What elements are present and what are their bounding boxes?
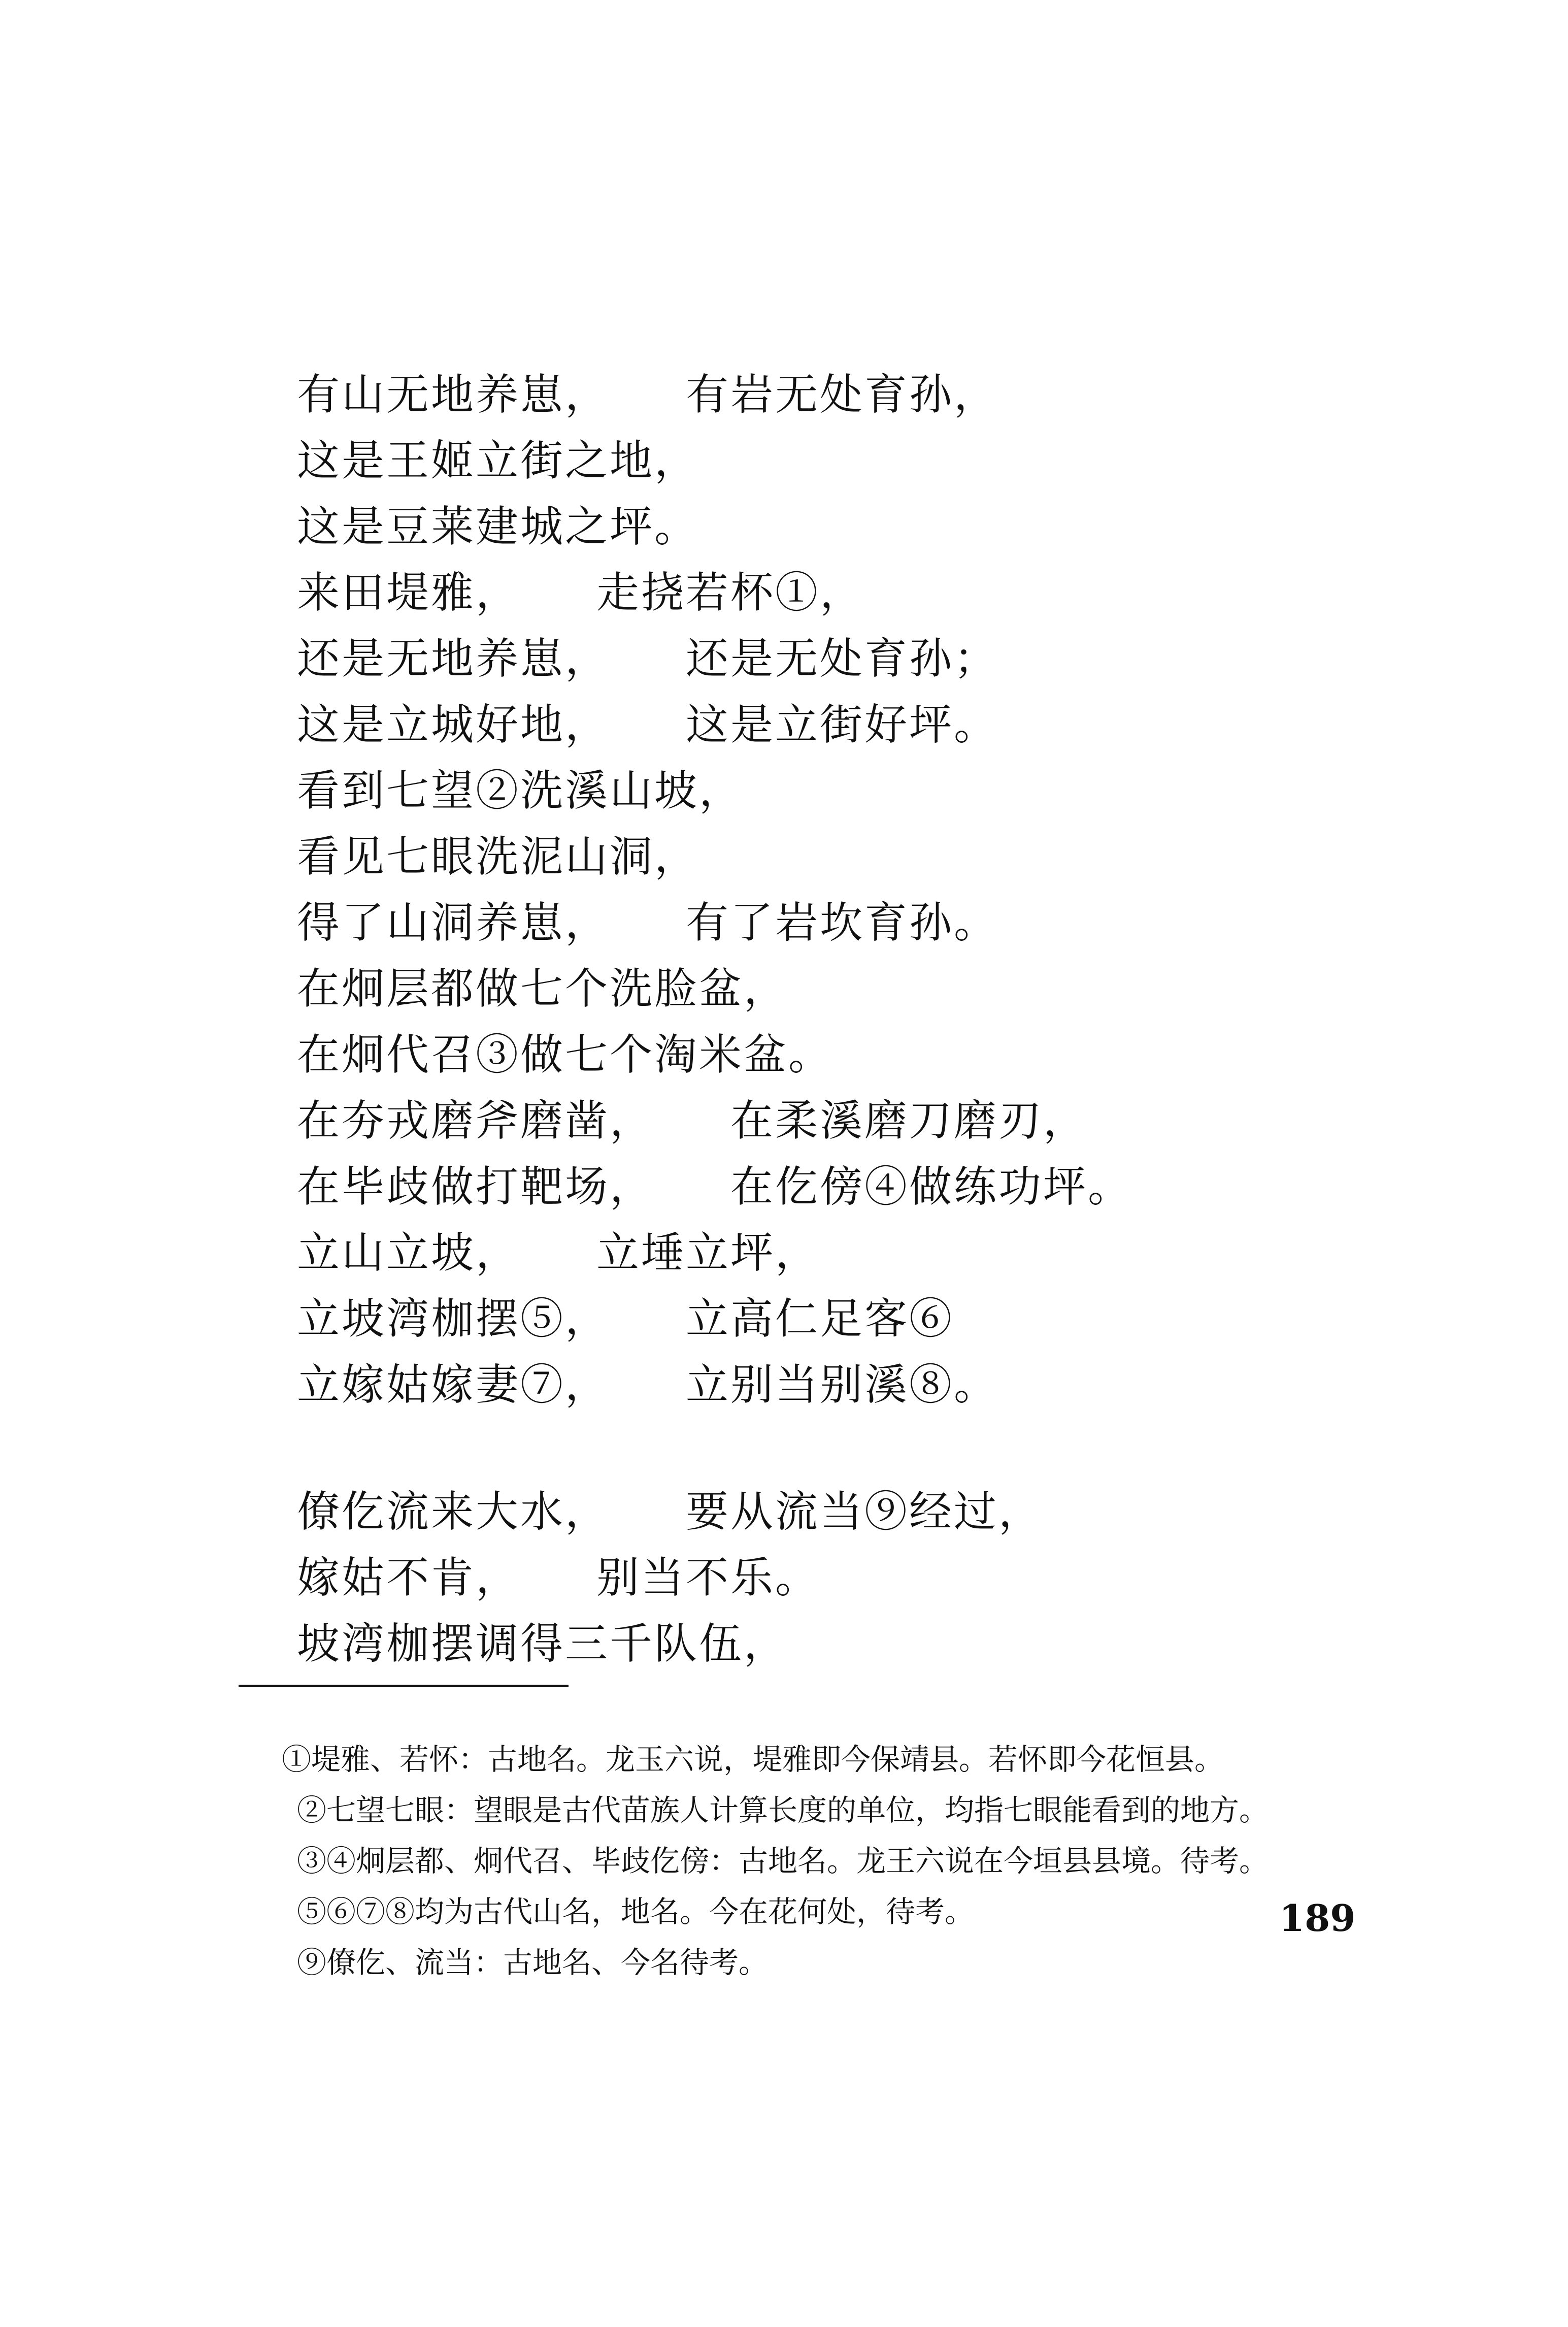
line-second-half: 立别当别溪⑧。 (686, 1360, 999, 1410)
poem-line (297, 362, 1312, 428)
line-second-half: 有岩无处育孙， (686, 370, 999, 419)
line-second-half: 有了岩坎育孙。 (686, 898, 999, 947)
line-second-half: 在仡傍④做练功坪。 (730, 1162, 1133, 1211)
line-first-half: 立坡湾枷摆⑤， (297, 1294, 610, 1343)
line-second-half: 要从流当⑨经过， (686, 1487, 1044, 1536)
line-first-half: 在夯戎磨斧磨凿， (297, 1096, 655, 1145)
line-first-half: 还是无地养崽， (297, 634, 610, 683)
line-first-half: 嫁姑不肯， (297, 1553, 521, 1602)
line-first-half: 僚仡流来大水， (297, 1487, 610, 1536)
line-first-half: 来田堤雅， (297, 568, 521, 617)
poem-body (297, 362, 1312, 1677)
poem-line (297, 560, 1312, 626)
poem-line (297, 428, 1312, 494)
line-first-half: 在毕歧做打靶场， (297, 1162, 655, 1211)
poem-line (297, 1545, 1312, 1611)
poem-line (297, 1286, 1312, 1352)
line-second-half: 走挠若杯①， (596, 568, 865, 617)
stanza-2 (297, 1479, 1312, 1677)
poem-line (297, 1611, 1312, 1677)
line-first-half: 这是立城好地， (297, 700, 610, 749)
poem-line (297, 1022, 1312, 1088)
footnote: ⑤⑥⑦⑧均为古代山名，地名。今在花何处，待考。 (297, 1894, 975, 1929)
line-second-half: 还是无处育孙； (686, 634, 999, 683)
poem-line (297, 1088, 1312, 1154)
stanza-gap (297, 1418, 1312, 1479)
poem-line (297, 758, 1312, 824)
poem-line (297, 1220, 1312, 1286)
footnote: ⑨僚仡、流当：古地名、今名待考。 (297, 1945, 769, 1980)
line-first-half: 看见七眼洗泥山洞， (297, 832, 699, 881)
poem-line (297, 692, 1312, 758)
line-first-half: 得了山洞养崽， (297, 898, 610, 947)
line-first-half: 在炯代召③做七个淘米盆。 (297, 1030, 833, 1079)
line-second-half: 立高仁足客⑥ (686, 1294, 954, 1343)
footnote: ②七望七眼：望眼是古代苗族人计算长度的单位，均指七眼能看到的地方。 (297, 1793, 1269, 1827)
poem-line (297, 1154, 1312, 1220)
footnote: ①堤雅、若怀：古地名。龙玉六说，堤雅即今保靖县。若怀即今花恒县。 (282, 1742, 1224, 1777)
page-number: 189 (1279, 1896, 1356, 1940)
line-first-half: 在炯层都做七个洗脸盆， (297, 964, 789, 1013)
line-second-half: 这是立街好坪。 (686, 700, 999, 749)
poem-line (297, 824, 1312, 890)
line-second-half: 立埵立坪， (596, 1228, 820, 1277)
line-first-half: 立山立坡， (297, 1228, 521, 1277)
poem-line (297, 494, 1312, 560)
poem-line (297, 1352, 1312, 1418)
poem-line (297, 626, 1312, 692)
stanza-1 (297, 362, 1312, 1418)
line-first-half: 有山无地养崽， (297, 370, 610, 419)
line-first-half: 坡湾枷摆调得三千队伍， (297, 1619, 789, 1668)
line-first-half: 这是豆莱建城之坪。 (297, 502, 699, 551)
footnote-divider (239, 1685, 569, 1687)
footnotes (282, 1734, 1449, 1988)
poem-line (297, 890, 1312, 956)
footnote: ③④炯层都、炯代召、毕歧仡傍：古地名。龙王六说在今垣县县境。待考。 (297, 1844, 1269, 1878)
line-first-half: 立嫁姑嫁妻⑦， (297, 1360, 610, 1410)
line-first-half: 这是王姬立街之地， (297, 436, 699, 485)
line-second-half: 在柔溪磨刀磨刃， (730, 1096, 1088, 1145)
poem-line (297, 1479, 1312, 1545)
line-second-half: 别当不乐。 (596, 1553, 820, 1602)
poem-line (297, 956, 1312, 1022)
line-first-half: 看到七望②洗溪山坡， (297, 766, 744, 815)
